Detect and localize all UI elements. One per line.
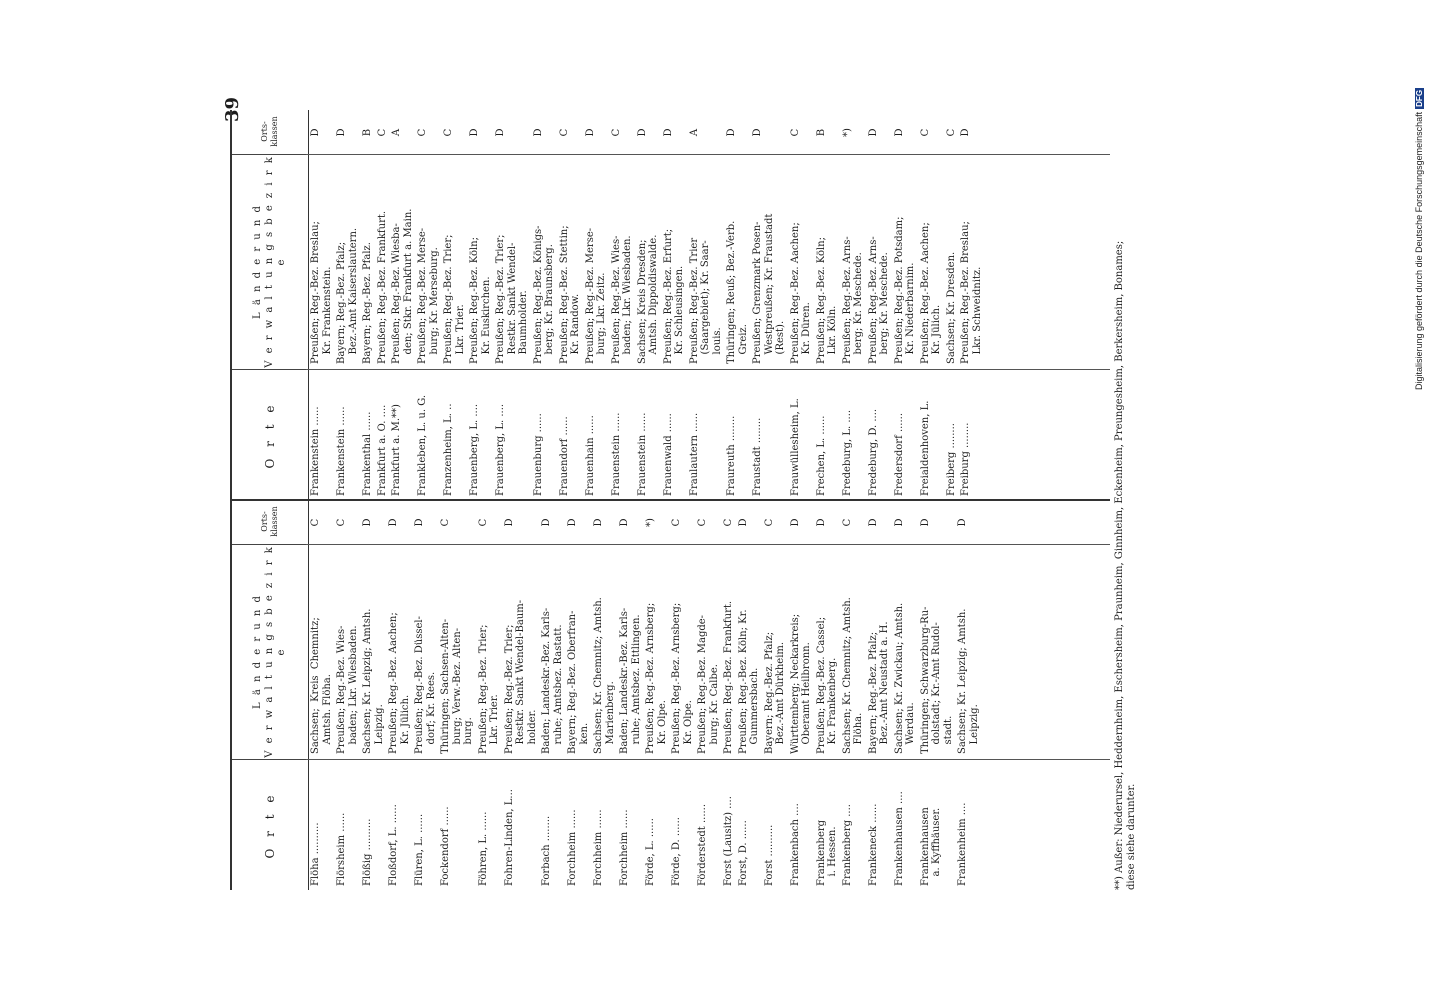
place-class: D	[662, 128, 674, 137]
place-name: Frankenbach ....	[789, 803, 801, 886]
place-name: Forchheim ......	[619, 809, 630, 886]
place-class: D	[584, 128, 596, 137]
table-row	[842, 500, 868, 890]
administrative-district: Preußen; Reg.-Bez. Köln; Kr. Gummersbach.	[737, 609, 760, 754]
administrative-district: Baden; Landeskr.-Bez. Karls- ruhe; Amtsbez. Ettlingen.	[619, 607, 642, 754]
place-name: Frauwüllesheim, L.	[789, 398, 801, 496]
place-class: C	[723, 518, 734, 527]
header-laender: L ä n d e r u n d V e r w a l t u n g s b e z i r k e	[232, 154, 308, 370]
place-name: Forst (Lausitz) ....	[723, 796, 734, 886]
place-class: A	[688, 128, 700, 137]
administrative-district: Preußen; Reg.-Bez. Wies- baden; Lkr. Wiesbaden.	[610, 235, 633, 364]
place-class: C	[443, 128, 454, 137]
place-name: Flöha ..........	[310, 822, 321, 886]
administrative-district: Preußen; Reg.-Bez. Düssel- dorf; Kr. Rees.	[414, 616, 437, 754]
place-class: C	[477, 518, 489, 527]
place-name: Freiberg ........	[945, 423, 957, 496]
administrative-district: Sachsen; Kr. Leipzig; Amtsh. Leipzig.	[957, 608, 980, 754]
place-class: D	[893, 128, 905, 137]
place-class: D	[541, 518, 552, 527]
place-name: Flüren, L. ......	[414, 813, 425, 886]
place-name: Frauenberg, L. ....	[469, 403, 480, 496]
place-class: *)	[645, 518, 656, 527]
table-row	[920, 500, 958, 890]
administrative-district: Preußen; Reg.-Bez. Potsdam; Kr. Niederbarnim.	[893, 216, 916, 364]
table-row	[443, 110, 469, 500]
table-row	[362, 110, 377, 500]
place-name: Frauenstein ......	[610, 412, 622, 496]
table-row	[377, 110, 392, 500]
place-name: Freiburg ........	[960, 422, 971, 496]
table-row	[960, 110, 986, 500]
rotated-table-page	[222, 96, 1137, 890]
administrative-district: Thüringen; Reuß; Bez.-Verb. Greiz.	[726, 220, 749, 364]
header-orte: O r t e	[263, 791, 277, 859]
place-class: D	[867, 518, 879, 527]
header-orte: O r t e	[263, 401, 277, 469]
administrative-district: Bayern; Reg.-Bez. Pfalz; Bez.-Amt Dürkheim.	[763, 631, 786, 754]
table-header-right	[230, 110, 309, 500]
place-name: Förde, L. ......	[645, 818, 656, 886]
table-row	[478, 500, 504, 890]
place-name: Forbach ........	[541, 815, 552, 886]
place-name: Frauenberg, L. ....	[495, 403, 506, 496]
table-row	[593, 500, 619, 890]
administrative-district: Preußen; Reg.-Bez. Cassel; Kr. Frankenberg.	[815, 616, 838, 754]
place-class: C	[697, 518, 708, 527]
table-row	[868, 110, 894, 500]
administrative-district: Preußen; Reg.-Bez. Frankfurt.	[723, 600, 734, 754]
table-row	[894, 500, 920, 890]
place-class: C	[440, 518, 451, 527]
header-laender: L ä n d e r u n d V e r w a l t u n g s b e z i r k e	[232, 544, 308, 760]
place-name: Forchheim ......	[567, 809, 578, 886]
table-row	[611, 110, 637, 500]
administrative-district: Thüringen; Schwarzburg-Ru- dolstadt; Kr.-Amt Rudol- stadt.	[919, 606, 954, 754]
administrative-district: Preußen; Reg.-Bez. Trier; Restkr. Sankt Wendel-Baum- holder.	[503, 599, 538, 754]
place-class: C	[919, 128, 931, 137]
place-name: Frauenhain ......	[584, 415, 596, 496]
table-right-half	[230, 110, 1110, 500]
table-row	[894, 110, 920, 500]
place-name: Fraureuth ........	[726, 415, 737, 496]
place-class: D	[893, 518, 905, 527]
place-class: B	[362, 128, 373, 137]
table-row	[645, 500, 671, 890]
place-class: D	[336, 128, 347, 137]
administrative-district: Preußen; Reg.-Bez. Frankfurt.	[376, 210, 388, 364]
table-row	[336, 500, 362, 890]
footnote: **) Außer: Niederursel, Heddernheim, Eschersheim, Praunheim, Ginnheim, Eckenheim, Preungesheim, Berkersheim, Bonames; diese siehe darunter.	[1114, 240, 1137, 890]
place-class: D	[469, 128, 480, 137]
table-left-half	[230, 500, 1110, 890]
administrative-district: Württemberg; Neckarkreis; Oberamt Heilbronn.	[789, 613, 812, 754]
administrative-district: Sachsen; Kr. Chemnitz; Amtsh. Marienberg.	[593, 597, 616, 754]
place-name: Frauenstein ......	[636, 412, 648, 496]
place-class: D	[593, 518, 604, 527]
table-row	[391, 110, 417, 500]
table-header-left	[230, 500, 309, 890]
place-name: Frauenwald ......	[662, 413, 674, 496]
dfg-credit-text: Digitalisierung gefördert durch die Deutsche Forschungsgemeinschaft	[1414, 111, 1424, 390]
administrative-district: Preußen; Reg.-Bez. Trier (Saargebiet); Kr. Saar- louis.	[688, 237, 723, 364]
header-ortsklassen: Orts- klassen	[232, 109, 308, 155]
place-name: Frankenthal ......	[362, 411, 373, 496]
place-name: Förderstedt ......	[697, 803, 708, 886]
administrative-district: Preußen; Reg.-Bez. Trier; Restkr. Sankt Wendel- Baumholder.	[495, 234, 529, 364]
table-row	[495, 110, 533, 500]
place-name: Fraulautern ......	[688, 412, 700, 496]
table-row	[671, 500, 697, 890]
place-name: Forst, D. ......	[737, 820, 749, 886]
place-name: Frauenburg ......	[532, 413, 544, 496]
place-class: D	[960, 128, 971, 137]
dfg-logo: DFG	[1415, 89, 1424, 107]
administrative-district: Preußen; Reg.-Bez. Aachen; Kr. Jülich.	[388, 612, 411, 754]
place-name: Frankenberg ....	[841, 804, 853, 886]
table-row	[764, 500, 790, 890]
table-row	[689, 110, 727, 500]
place-name: Frankfurt a. M.**)	[391, 404, 402, 496]
place-name: Frankenheim ....	[957, 802, 968, 886]
table-row	[336, 110, 362, 500]
table-row	[362, 500, 388, 890]
place-class: D	[388, 518, 399, 527]
table-row	[790, 500, 816, 890]
place-name: Fredeburg, D. ....	[867, 408, 879, 496]
place-name: Frankeneck ......	[867, 803, 879, 886]
administrative-district: Preußen; Reg.-Bez. Wiesba- den; Stkr. Frankfurt a. Main.	[391, 208, 414, 364]
place-class: D	[414, 518, 425, 527]
place-class: B	[815, 128, 827, 137]
place-class: A	[391, 128, 402, 137]
place-class: D	[495, 128, 506, 137]
administrative-district: Preußen; Reg.-Bez. Merse- burg; Kr. Merseburg.	[417, 227, 440, 364]
place-name: Fraustadt ........	[752, 417, 763, 496]
header-ortsklassen: Orts- klassen	[232, 499, 308, 545]
administrative-district: Preußen; Reg.-Bez. Stettin; Kr. Randow.	[558, 225, 581, 364]
table-row	[723, 500, 738, 890]
place-name: Fredersdorf ......	[893, 412, 905, 496]
place-class: C	[310, 518, 321, 527]
place-name: Frankleben, L. u. G.	[417, 394, 428, 496]
place-name: Förde, D. ......	[671, 817, 682, 886]
administrative-district: Preußen; Reg.-Bez. Arnsberg; Kr. Olpe.	[645, 602, 668, 754]
administrative-district: Preußen; Reg.-Bez. Magde- burg; Kr. Calbe.	[697, 614, 720, 754]
table-row	[440, 500, 478, 890]
table-row	[726, 110, 752, 500]
table-body-left	[310, 500, 983, 890]
administrative-district: Bayern; Reg.-Bez. Pfalz; Bez.-Amt Kaiserslautern.	[336, 227, 359, 364]
place-name: Frankenstein ......	[336, 406, 347, 496]
table-row	[842, 110, 868, 500]
table-row	[310, 110, 336, 500]
place-name: Frankenberg i. Hessen.	[815, 819, 838, 886]
place-name: Frauendorf ......	[558, 416, 570, 496]
place-name: Flörsheim ......	[336, 812, 347, 886]
place-class: C	[841, 518, 853, 527]
administrative-district: Preußen; Reg.-Bez. Arns- berg; Kr. Meschede.	[841, 236, 864, 364]
place-name: Frechen, L. ......	[815, 415, 827, 496]
administrative-district: Bayern; Reg.-Bez. Pfalz.	[362, 242, 373, 364]
administrative-district: Preußen; Reg.-Bez. Trier; Lkr. Trier.	[477, 624, 500, 754]
page-number: 39	[222, 96, 243, 122]
administrative-district: Sachsen; Kr. Dresden.	[945, 251, 957, 364]
table-row	[414, 500, 440, 890]
place-class: C	[336, 518, 347, 527]
table-row	[790, 110, 816, 500]
administrative-district: Sachsen; Kr. Leipzig; Amtsh. Leipzig.	[362, 608, 385, 754]
place-class: D	[737, 518, 749, 527]
place-class: D	[919, 518, 931, 527]
administrative-district: Bayern; Reg.-Bez. Pfalz; Bez.-Amt Neustadt a. H.	[867, 621, 890, 754]
place-name: Frankenhausen ....	[893, 791, 905, 886]
place-name: Floßdorf, L. ......	[388, 804, 399, 886]
administrative-district: Sachsen; Kr. Chemnitz; Amtsh. Flöha.	[841, 597, 864, 754]
place-name: Frankenstein ......	[310, 406, 321, 496]
table-row	[585, 110, 611, 500]
administrative-district: Preußen; Reg.-Bez. Merse- burg; Lkr. Zeitz.	[584, 227, 607, 364]
table-row	[816, 500, 842, 890]
administrative-district: Preußen; Reg.-Bez. Köln; Kr. Euskirchen.	[469, 237, 492, 364]
place-name: Forst ..........	[763, 824, 775, 886]
place-class: C	[671, 518, 682, 527]
table-row	[637, 110, 663, 500]
table-row	[559, 110, 585, 500]
table-row	[567, 500, 593, 890]
place-class: D	[789, 518, 801, 527]
place-name: Föhren, L. ......	[477, 811, 489, 886]
place-name: Frankenhausen a. Kyffhäuser.	[919, 807, 942, 886]
administrative-district: Preußen; Reg.-Bez. Breslau; Kr. Frankenstein.	[310, 221, 333, 364]
table-row	[868, 500, 894, 890]
place-class: D	[752, 128, 763, 137]
table-row	[816, 110, 842, 500]
administrative-district: Preußen; Reg.-Bez. Arns- berg; Kr. Meschede.	[867, 236, 890, 364]
place-name: Forchheim ......	[593, 809, 604, 886]
place-class: D	[815, 518, 827, 527]
table-row	[738, 500, 764, 890]
place-class: C	[417, 128, 428, 137]
places-table	[230, 110, 1110, 890]
place-class: D	[619, 518, 630, 527]
place-class: D	[362, 518, 373, 527]
dfg-credit	[1414, 10, 1424, 390]
place-class: D	[867, 128, 879, 137]
table-row	[663, 110, 689, 500]
place-class: D	[957, 518, 968, 527]
place-class: C	[945, 128, 957, 137]
administrative-district: Bayern; Reg.-Bez. Oberfran- ken.	[567, 610, 590, 754]
administrative-district: Preußen; Reg.-Bez. Arnsberg; Kr. Olpe.	[671, 602, 694, 754]
table-row	[541, 500, 567, 890]
administrative-district: Preußen; Reg.-Bez. Trier; Lkr. Trier.	[443, 234, 466, 364]
table-row	[697, 500, 723, 890]
place-class: C	[763, 518, 775, 527]
administrative-district: Preußen; Reg.-Bez. Aachen; Kr. Jülich.	[919, 222, 942, 364]
table-row	[619, 500, 645, 890]
administrative-district: Sachsen; Kr. Zwickau; Amtsh. Werdau.	[893, 602, 916, 754]
place-name: Frankfurt a. O. ....	[376, 404, 388, 496]
administrative-district: Sachsen; Kreis Chemnitz; Amtsh. Flöha.	[310, 617, 333, 754]
administrative-district: Preußen; Reg.-Bez. Königs- berg; Kr. Braunsberg.	[532, 225, 555, 364]
table-row	[388, 500, 414, 890]
administrative-district: Thüringen; Sachsen-Alten- burg; Verw.-Bez. Alten- burg.	[440, 618, 474, 754]
place-class: C	[610, 128, 622, 137]
administrative-district: Preußen; Reg.-Bez. Breslau; Lkr. Schweidnitz.	[960, 221, 983, 364]
administrative-district: Preußen; Reg.-Bez. Wies- baden; Lkr. Wiesbaden.	[336, 625, 359, 754]
place-name: Fredeburg, L. ....	[841, 409, 853, 496]
table-row	[533, 110, 559, 500]
place-class: D	[726, 128, 737, 137]
table-row	[310, 500, 336, 890]
place-class: C	[558, 128, 570, 137]
place-class: C	[789, 128, 801, 137]
place-class: D	[503, 518, 515, 527]
place-class: D	[636, 128, 648, 137]
place-name: Freialdenhoven, L.	[919, 400, 931, 496]
table-row	[469, 110, 495, 500]
administrative-district: Preußen; Reg.-Bez. Erfurt; Kr. Schleusingen.	[662, 228, 685, 364]
administrative-district: Baden; Landeskr.-Bez. Karls- ruhe; Amtsbez. Rastatt.	[541, 607, 564, 754]
table-row	[920, 110, 946, 500]
place-name: Franzenheim, L. ..	[443, 403, 454, 496]
administrative-district: Preußen; Reg.-Bez. Aachen; Kr. Düren.	[789, 222, 812, 364]
place-class: D	[532, 128, 544, 137]
place-name: Flößig ..........	[362, 818, 373, 886]
place-class: D	[567, 518, 578, 527]
administrative-district: Sachsen; Kreis Dresden; Amtsh. Dippoldiswalde.	[636, 234, 659, 364]
administrative-district: Preußen; Reg.-Bez. Köln; Lkr. Köln.	[815, 237, 838, 364]
table-row	[957, 500, 983, 890]
place-class: D	[310, 128, 321, 137]
place-class: C	[376, 128, 388, 137]
table-row	[752, 110, 790, 500]
place-name: Fohren-Linden, L...	[503, 789, 515, 886]
administrative-district: Preußen; Grenzmark Posen- Westpreußen; Kr. Fraustadt (Rest).	[752, 213, 786, 364]
table-row	[417, 110, 443, 500]
table-row	[946, 110, 961, 500]
table-row	[504, 500, 542, 890]
place-name: Fockendorf ......	[440, 806, 451, 886]
table-body-right	[310, 110, 986, 500]
place-class: *)	[841, 128, 853, 137]
